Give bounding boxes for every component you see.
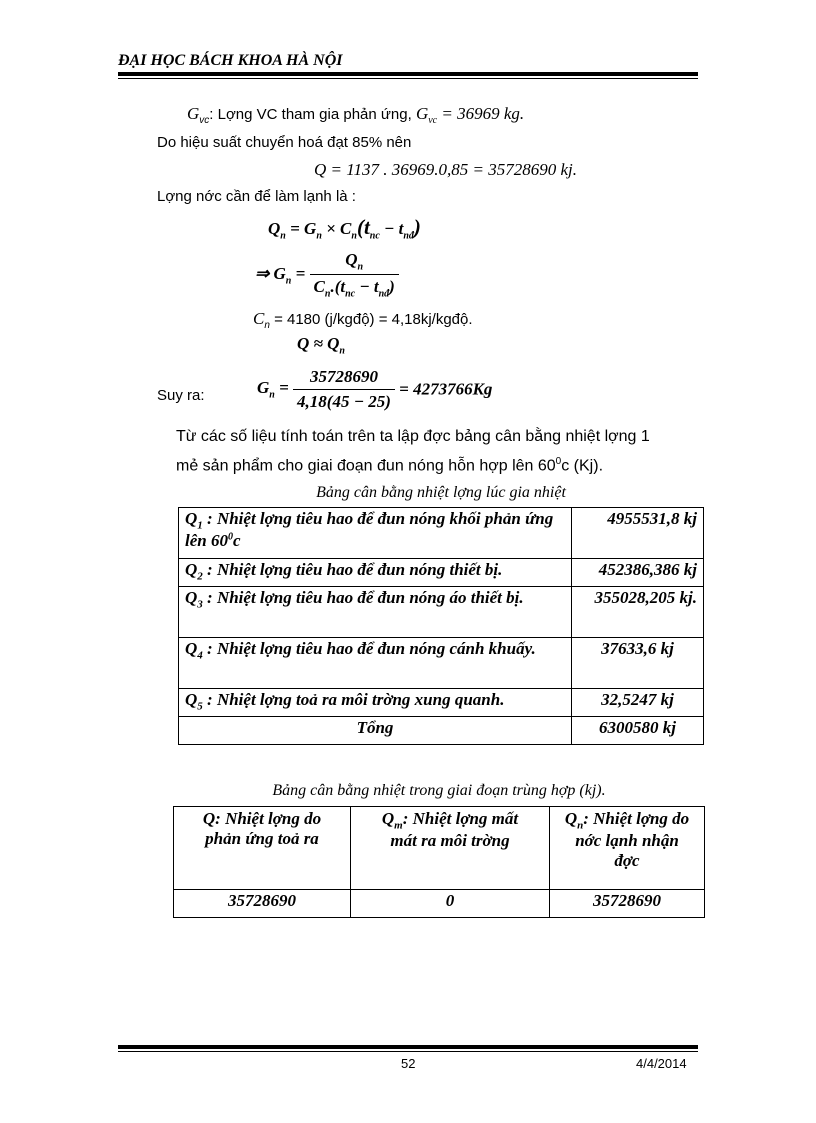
table1-caption: Bảng cân bằng nhiệt lợng lúc gia nhiệt — [316, 484, 566, 501]
table-cell-total-label: Tổng — [179, 717, 572, 745]
paragraph-line-1: Từ các số liệu tính toán trên ta lập đợc bảng cân bằng nhiệt lợng 1 — [176, 428, 650, 445]
paragraph-line-2: mẻ sản phẩm cho giai đoạn đun nóng hỗn hợp lên $60^0c$ (Kj). — [176, 456, 604, 475]
table-cell-label: $Q_3$ : Nhiệt lợng tiêu hao để đun nóng áo thiết bị. — [179, 587, 572, 638]
table-cell-label: $Q_4$ : Nhiệt lợng tiêu hao để đun nóng cánh khuấy. — [179, 638, 572, 689]
table-row — [179, 559, 704, 587]
table-header-cell: Q: Nhiệt lợng do phản ứng toả ra — [174, 807, 351, 890]
approx-equation: $Q \approx Q_n$ — [297, 334, 345, 357]
footer-rule — [118, 1045, 698, 1049]
footer-rule-thin — [118, 1051, 698, 1052]
heating-balance-table — [178, 507, 704, 745]
table-row — [179, 508, 704, 559]
table-cell-value: 355028,205 kj. — [572, 587, 704, 638]
suy-ra-label: Suy ra: — [157, 387, 205, 404]
table-cell-value: 0 — [351, 890, 550, 918]
water-needed-line: Lợng nớc cần để làm lạnh là : — [157, 188, 356, 205]
table-cell-value: 32,5247 kj — [572, 689, 704, 717]
table-row — [179, 638, 704, 689]
table-cell-label: $Q_1$ : Nhiệt lợng tiêu hao để đun nóng khối phản ứng lên $60^0c$ — [179, 508, 572, 559]
table-header-cell: $Q_n$: Nhiệt lợng do nớc lạnh nhận đợc — [550, 807, 705, 890]
polymerization-balance-table — [173, 806, 705, 918]
table-cell-value: 35728690 — [550, 890, 705, 918]
gvc-line: $G_{vc}$: Lợng VC tham gia phản ứng, $G_{vc} = 36969$ kg. — [187, 104, 525, 126]
heat-equation-line: Q = 1137 . 36969.0,85 = 35728690 kj. — [314, 160, 577, 179]
table-cell-value: 37633,6 kj — [572, 638, 704, 689]
table2-caption: Bảng cân bằng nhiệt trong giai đoạn trùng hợp (kj). — [272, 782, 606, 799]
table-row-total — [179, 717, 704, 745]
table-header-cell: $Q_m$: Nhiệt lợng mất mát ra môi trờng — [351, 807, 550, 890]
header-rule — [118, 72, 698, 76]
table-cell-value: 35728690 — [174, 890, 351, 918]
table-cell-value: 4955531,8 kj — [572, 508, 704, 559]
efficiency-line: Do hiệu suất chuyển hoá đạt 85% nên — [157, 134, 412, 151]
table-row — [179, 689, 704, 717]
table-header-row — [174, 807, 705, 890]
gn-fraction-equation: ⇒ $G_n$ = $\frac{Q_n}{C_n.(t_{nc} - t_{nđ})}$ — [255, 250, 399, 300]
table-cell-label: $Q_2$ : Nhiệt lợng tiêu hao để đun nóng thiết bị. — [179, 559, 572, 587]
page-number: 52 — [401, 1056, 416, 1071]
table-cell-total-value: 6300580 kj — [572, 717, 704, 745]
table-row — [174, 890, 705, 918]
table-row — [179, 587, 704, 638]
gn-result-equation: $G_n$ = $\frac{35728690}{4,18(45 - 25)}$ = 4273766Kg — [257, 367, 493, 411]
header-rule-thin — [118, 78, 698, 79]
table-cell-value: 452386,386 kj — [572, 559, 704, 587]
specific-heat-line: $C_n = 4180$ (j/kgđộ) = 4,18kj/kgđộ. — [253, 309, 473, 331]
table-cell-label: $Q_5$ : Nhiệt lợng toả ra môi trờng xung quanh. — [179, 689, 572, 717]
footer-date: 4/4/2014 — [636, 1056, 687, 1071]
heat-balance-equation: $Q_n = G_n \times C_n(t_{nc} - t_{nđ})$ — [268, 215, 421, 242]
document-header-title: ĐẠI HỌC BÁCH KHOA HÀ NỘI — [118, 52, 343, 69]
